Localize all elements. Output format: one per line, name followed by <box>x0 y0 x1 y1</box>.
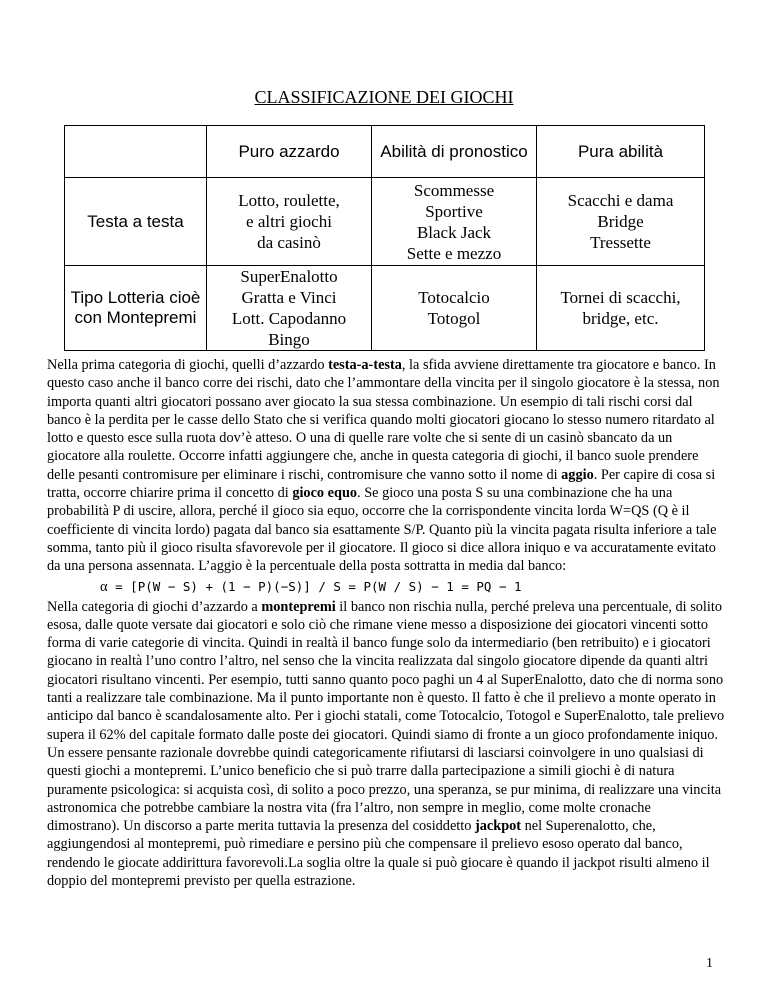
cell-pronostico-testa: Scommesse Sportive Black Jack Sette e mezzo <box>372 178 537 266</box>
header-pura-abilita: Pura abilità <box>537 126 705 178</box>
header-abilita-pronostico: Abilità di pronostico <box>372 126 537 178</box>
cell-puro-azzardo-lotteria: SuperEnalotto Gratta e Vinci Lott. Capodanno Bingo <box>207 266 372 351</box>
table-header-row <box>65 126 705 178</box>
row-label-testa-a-testa: Testa a testa <box>65 178 207 266</box>
page-number: 1 <box>706 956 713 971</box>
table-row-lotteria <box>65 266 705 351</box>
row-label-lotteria: Tipo Lotteria cioè con Montepremi <box>65 266 207 351</box>
cell-pronostico-lotteria: Totocalcio Totogol <box>372 266 537 351</box>
table-corner-cell <box>65 126 207 178</box>
body-text <box>47 356 727 890</box>
cell-pura-abilita-lotteria: Tornei di scacchi, bridge, etc. <box>537 266 705 351</box>
aggio-formula: α = [P(W − S) + (1 − P)(−S)] / S = P(W / S) − 1 = PQ − 1 <box>100 578 522 595</box>
paragraph-testa-a-testa: Nella prima categoria di giochi, quelli d’azzardo testa-a-testa, la sfida avviene direttamente tra giocatore e banco. In questo caso anche il banco corre dei rischi, dato che l’ammontare della vincita per il singolo giocatore è la stessa, non importa quanti altri giocatori possano aver giocato la sua stessa combinazione. Un esempio di tali rischi corsi dal banco è la perdita per le casse dello Stato che si verifica quando molti giocatori giocano lo stesso numero ritardato al lotto e questo esce sulla ruota dov’è atteso. O una di quelle rare volte che si sente di un casinò sbancato da un giocatore alla roulette. Occorre infatti aggiungere che, anche in questa categoria di giochi, il banco suole prendere delle pesanti contromisure per eliminare i rischi, contromisure che vanno sotto il nome di aggio. Per capire di cosa si tratta, occorre chiarire prima il concetto di gioco equo. Se gioco una posta S su una combinazione che ha una probabilità P di uscire, allora, perché il gioco sia equo, occorre che la corrispondente vincita lorda W=QS (Q è il coefficiente di vincita lordo) pagata dal banco sia esattamente S/P. Quanto più la vincita pagata risulta inferiore a tale somma, tanto più il gioco risulta sfavorevole per il giocatore. Il gioco si dice allora iniquo e va accuratamente evitato da una persona assennata. L’aggio è la percentuale della posta sottratta in media dal banco: <box>47 357 720 575</box>
header-puro-azzardo: Puro azzardo <box>207 126 372 178</box>
page-title: CLASSIFICAZIONE DEI GIOCHI <box>254 87 514 107</box>
cell-pura-abilita-testa: Scacchi e dama Bridge Tressette <box>537 178 705 266</box>
paragraph-montepremi: Nella categoria di giochi d’azzardo a montepremi il banco non rischia nulla, perché preleva una percentuale, di solito esosa, dalle quote versate dai giocatori e solo ciò che rimane viene messo a disposizione dei giocatori vincenti sotto forma di varie categorie di vincita. Quindi in realtà il banco funge solo da intermediario (ben retribuito) e i giocatori giocano in realtà l’uno contro l’altro, nel senso che la vincita realizzata dal singolo giocatore dipende da quanti altri giocatori risultano vincenti. Per esempio, tutti sanno quanto poco paghi un 4 al SuperEnalotto, dato che di norma sono tanti a realizzare tale combinazione. Ma il punto importante non è questo. Il fatto è che il prelievo a monte operato in anticipo dal banco è scandalosamente alto. Per i giochi statali, come Totocalcio, Totogol e SuperEnalotto, tale prelievo supera il 62% del capitale formato dalle poste dei giocatori. Quindi siamo di fronte a un gioco profondamente iniquo. Un essere pensante razionale dovrebbe quindi categoricamente rifiutarsi di lasciarsi coinvolgere in uno qualsiasi di questi giochi a montepremi. L’unico beneficio che si può trarre dalla partecipazione a simili giochi è di natura puramente psicologica: si acquista così, di solito a poco prezzo, una speranza, se pur minima, di realizzare una vincita astronomica che potrebbe cambiare la nostra vita (fra l’altro, non sempre in meglio, come molte cronache dimostrano). Un discorso a parte merita tuttavia la presenza del cosiddetto jackpot nel Superenalotto, che, aggiungendosi al montepremi, può rimediare e persino più che compensare il prelievo esoso operato dal banco, rendendo le giocate addirittura favorevoli.La soglia oltre la quale si può giocare è quando il jackpot risulti almeno il doppio del montepremi previsto per quella estrazione. <box>47 598 725 890</box>
classification-table <box>64 125 705 351</box>
table-row-testa-a-testa <box>65 178 705 266</box>
cell-puro-azzardo-testa: Lotto, roulette, e altri giochi da casinò <box>207 178 372 266</box>
